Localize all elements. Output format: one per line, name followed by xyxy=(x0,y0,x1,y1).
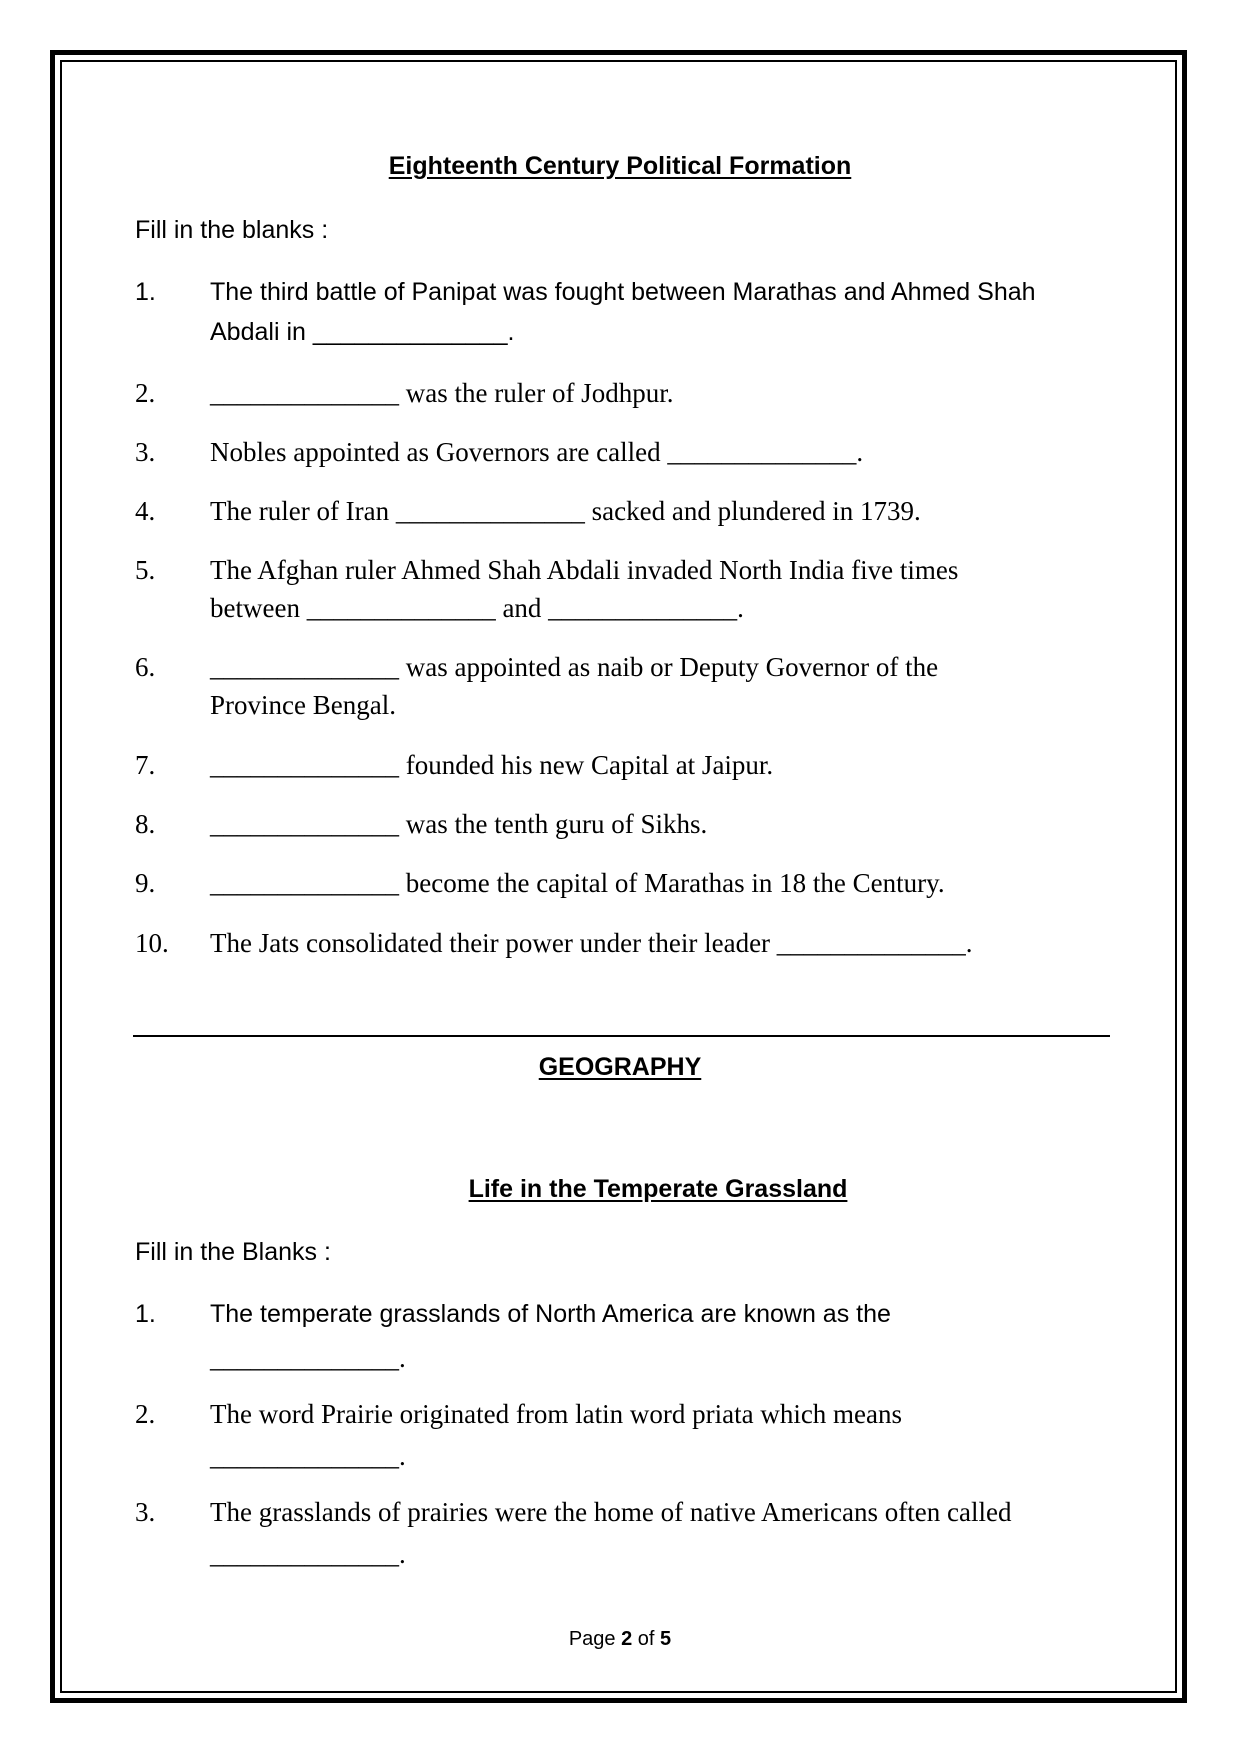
page-of-label: of xyxy=(637,1628,655,1650)
history-item-2-line-1: ______________ was the ruler of Jodhpur. xyxy=(210,378,674,408)
geography-instruction: Fill in the Blanks : xyxy=(135,1238,331,1266)
history-item-10-number: 10. xyxy=(135,928,169,958)
geography-item-1-number: 1. xyxy=(135,1300,156,1328)
history-item-6-line-2: Province Bengal. xyxy=(210,690,396,720)
history-item-5-line-1: The Afghan ruler Ahmed Shah Abdali invaded North India five times xyxy=(210,555,959,585)
history-item-7-line-1: ______________ founded his new Capital at Jaipur. xyxy=(210,750,774,780)
current-page: 2 xyxy=(621,1628,633,1650)
history-item-9-line-1: ______________ become the capital of Marathas in 18 the Century. xyxy=(210,868,945,898)
geography-item-3-line-2: ______________. xyxy=(210,1539,406,1569)
total-pages: 5 xyxy=(660,1628,672,1650)
history-item-1-line-1: The third battle of Panipat was fought between Marathas and Ahmed Shah xyxy=(210,278,1036,306)
history-item-6-line-1: ______________ was appointed as naib or Deputy Governor of the xyxy=(210,652,939,682)
geography-title: Life in the Temperate Grassland xyxy=(468,1175,848,1203)
geography-item-1-line-1: The temperate grasslands of North America are known as the xyxy=(210,1300,891,1328)
history-item-9-number: 9. xyxy=(135,868,156,898)
history-item-10-line-1: The Jats consolidated their power under their leader ______________. xyxy=(210,928,973,958)
page-label: Page xyxy=(568,1628,616,1650)
geography-section-heading: GEOGRAPHY xyxy=(538,1053,702,1081)
geography-item-1-line-2: ______________. xyxy=(210,1343,406,1373)
history-item-8-number: 8. xyxy=(135,809,156,839)
geography-item-2-line-2: ______________. xyxy=(210,1441,406,1471)
geography-item-3-line-1: The grasslands of prairies were the home of native Americans often called xyxy=(210,1497,1012,1527)
geography-item-2-number: 2. xyxy=(135,1399,156,1429)
history-item-4-number: 4. xyxy=(135,496,156,526)
history-item-3-number: 3. xyxy=(135,437,156,467)
history-item-6-number: 6. xyxy=(135,652,156,682)
history-title: Eighteenth Century Political Formation xyxy=(388,152,852,180)
history-item-5-line-2: between ______________ and ______________. xyxy=(210,593,744,623)
section-divider xyxy=(133,1035,1110,1037)
history-item-1-line-2: Abdali in ______________. xyxy=(210,318,515,346)
history-item-8-line-1: ______________ was the tenth guru of Sikhs. xyxy=(210,809,708,839)
history-item-1-number: 1. xyxy=(135,278,156,306)
history-item-3-line-1: Nobles appointed as Governors are called ______________. xyxy=(210,437,864,467)
history-item-7-number: 7. xyxy=(135,750,156,780)
history-item-5-number: 5. xyxy=(135,555,156,585)
geography-item-2-line-1: The word Prairie originated from latin word priata which means xyxy=(210,1399,903,1429)
history-item-4-line-1: The ruler of Iran ______________ sacked and plundered in 1739. xyxy=(210,496,921,526)
history-item-2-number: 2. xyxy=(135,378,156,408)
history-instruction: Fill in the blanks : xyxy=(135,216,329,244)
geography-item-3-number: 3. xyxy=(135,1497,156,1527)
page-number xyxy=(569,1628,671,1651)
